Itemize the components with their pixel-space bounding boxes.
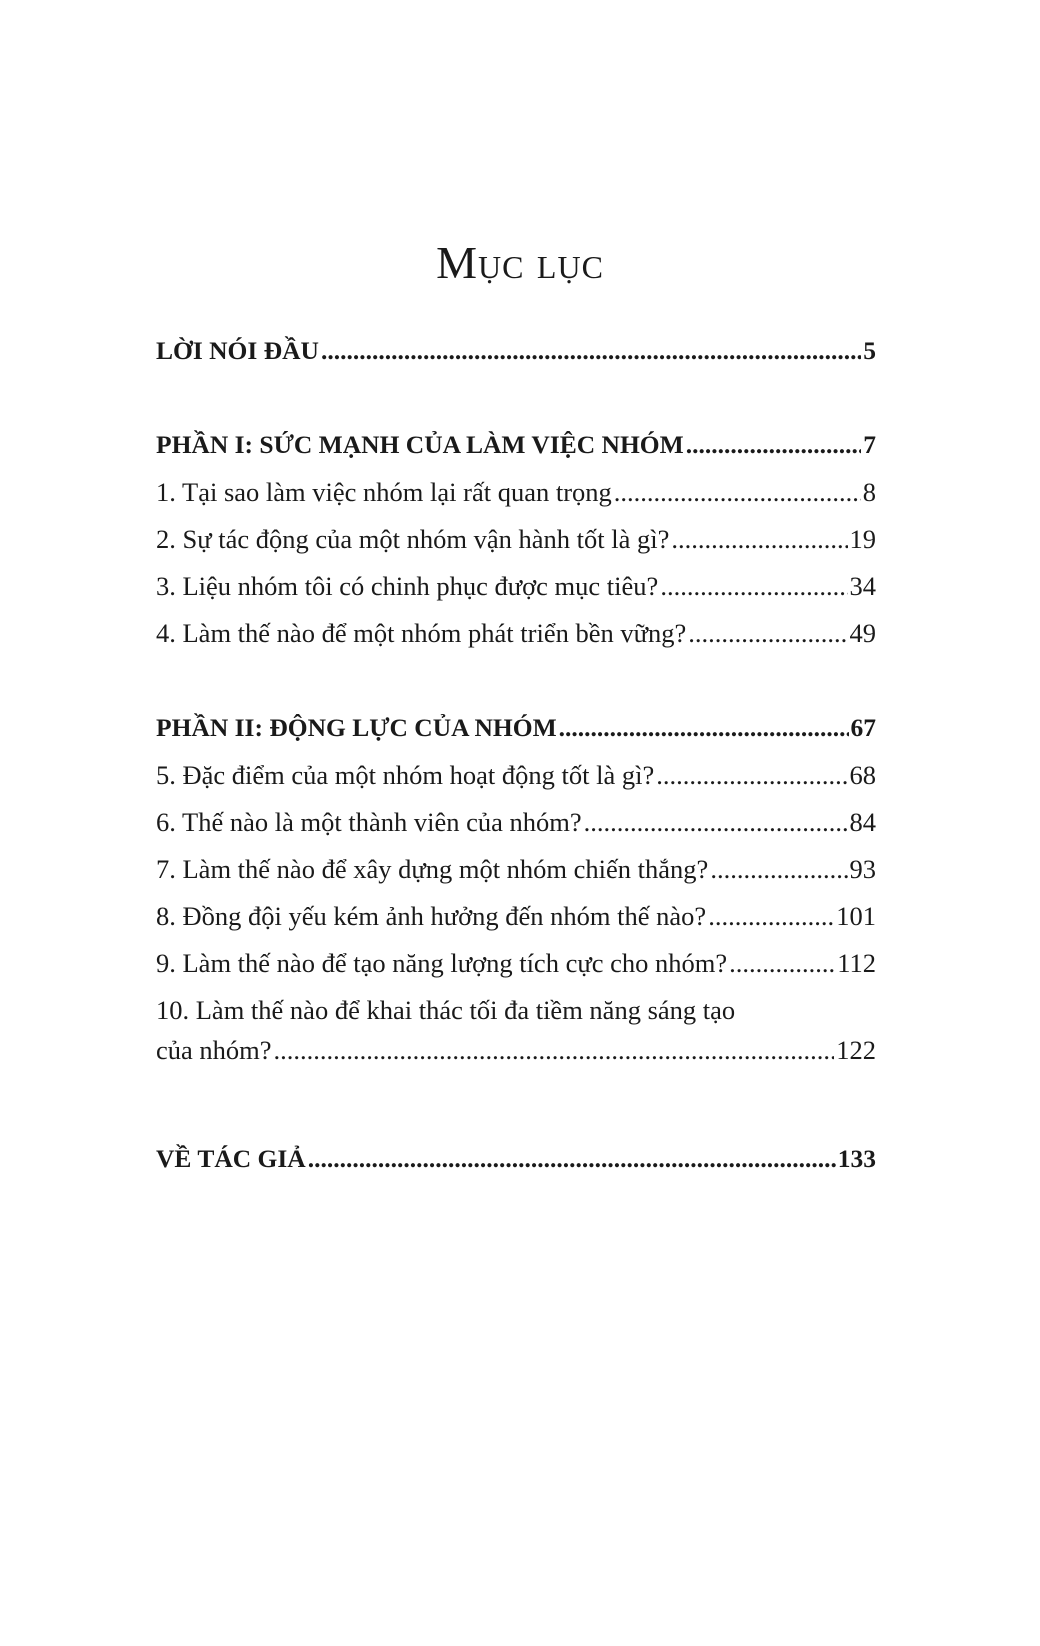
toc-leader-dots <box>710 854 847 886</box>
toc-entry-label: 1. Tại sao làm việc nhóm lại rất quan trọng <box>156 477 612 507</box>
toc-entry-label: 7. Làm thế nào để xây dựng một nhóm chiến thắng? <box>156 854 709 884</box>
toc-entry-page: 5 <box>863 336 876 365</box>
toc-entry-preface <box>156 336 876 367</box>
toc-leader-dots <box>729 948 835 980</box>
toc-entry-part-2 <box>156 713 876 744</box>
toc-entry-chapter-4 <box>156 618 876 650</box>
toc-entry-label: 3. Liệu nhóm tôi có chinh phục được mục tiêu? <box>156 571 659 601</box>
toc-entry-part-1 <box>156 430 876 461</box>
toc-entry-label: 5. Đặc điểm của một nhóm hoạt động tốt là gì? <box>156 760 655 790</box>
toc-leader-dots <box>614 477 861 509</box>
toc-entry-label: 4. Làm thế nào để một nhóm phát triển bền vững? <box>156 618 687 648</box>
toc-entry-label: PHẦN I: SỨC MẠNH CỦA LÀM VIỆC NHÓM <box>156 430 684 459</box>
toc-leader-dots <box>656 760 847 792</box>
toc-entry-chapter-10 <box>156 1035 876 1067</box>
toc-entry-chapter-7 <box>156 854 876 886</box>
toc-leader-dots <box>584 807 848 839</box>
toc-entry-page: 67 <box>850 713 876 742</box>
toc-leader-dots <box>321 336 861 367</box>
toc-leader-dots <box>559 713 849 744</box>
toc-entry-chapter-9 <box>156 948 876 980</box>
toc-entry-page: 84 <box>849 807 876 837</box>
toc-entry-page: 8 <box>862 477 876 507</box>
toc-entry-page: 19 <box>849 524 876 554</box>
toc-entry-chapter-2 <box>156 524 876 556</box>
page-title: Mục lục <box>436 237 604 288</box>
toc-leader-dots <box>660 571 847 603</box>
toc-entry-about-author <box>156 1144 876 1175</box>
toc-entry-label: 2. Sự tác động của một nhóm vận hành tốt là gì? <box>156 524 670 554</box>
toc-entry-chapter-1 <box>156 477 876 509</box>
toc-leader-dots <box>686 430 862 461</box>
toc-entry-page: 68 <box>849 760 876 790</box>
toc-entry-label: VỀ TÁC GIẢ <box>156 1144 306 1173</box>
toc-leader-dots <box>671 524 847 556</box>
toc-leader-dots <box>274 1035 835 1067</box>
toc-entry-page: 122 <box>836 1035 876 1065</box>
toc-entry-label: 8. Đồng đội yếu kém ảnh hưởng đến nhóm thế nào? <box>156 901 707 931</box>
toc-entry-page: 112 <box>837 948 876 978</box>
toc-entry-chapter-10-line1: 10. Làm thế nào để khai thác tối đa tiềm năng sáng tạo <box>156 995 736 1025</box>
toc-entry-label: của nhóm? <box>156 1035 272 1065</box>
toc-entry-page: 34 <box>849 571 876 601</box>
toc-entry-page: 93 <box>849 854 876 884</box>
toc-entry-chapter-5 <box>156 760 876 792</box>
toc-entry-chapter-6 <box>156 807 876 839</box>
toc-entry-label: 9. Làm thế nào để tạo năng lượng tích cực cho nhóm? <box>156 948 728 978</box>
toc-entry-label: 6. Thế nào là một thành viên của nhóm? <box>156 807 582 837</box>
toc-entry-label: PHẦN II: ĐỘNG LỰC CỦA NHÓM <box>156 713 557 742</box>
toc-entry-page: 101 <box>836 901 876 931</box>
toc-entry-chapter-3 <box>156 571 876 603</box>
toc-leader-dots <box>688 618 847 650</box>
toc-entry-page: 49 <box>849 618 876 648</box>
toc-entry-label: LỜI NÓI ĐẦU <box>156 336 319 365</box>
toc-entry-page: 133 <box>837 1144 876 1173</box>
toc-entry-chapter-8 <box>156 901 876 933</box>
toc-leader-dots <box>308 1144 836 1175</box>
toc-entry-page: 7 <box>863 430 876 459</box>
toc-leader-dots <box>708 901 834 933</box>
